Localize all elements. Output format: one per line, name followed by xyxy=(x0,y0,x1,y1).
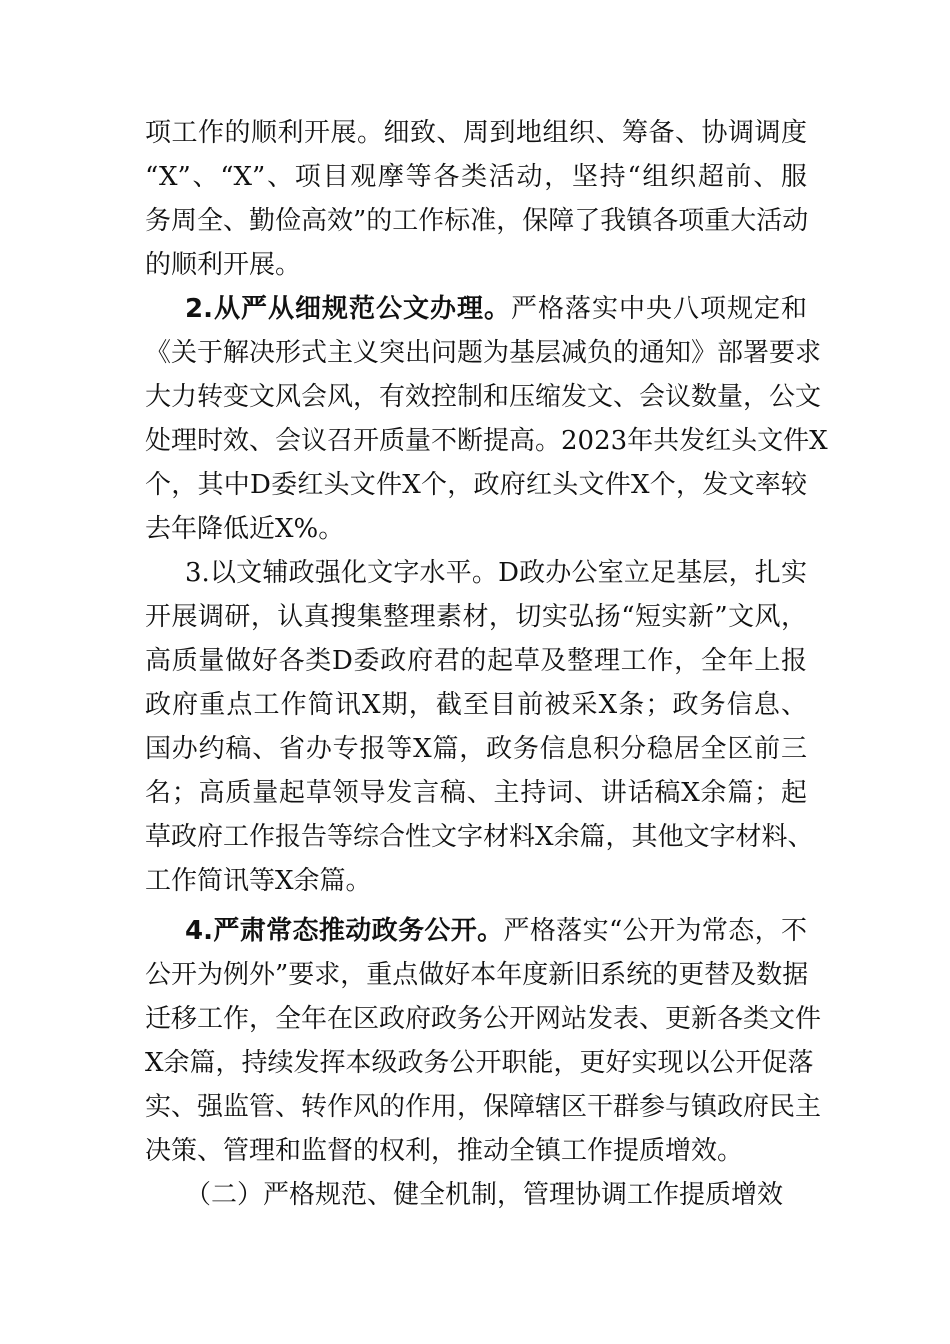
line-text: 严格落实中央八项规定和 xyxy=(510,294,807,324)
line-text: 国办约稿、省办专报等X篇，政务信息积分稳居全区前三 xyxy=(145,734,807,764)
text-line xyxy=(145,1129,807,1173)
paragraph-lead-heading: 4.严肃常态推动政务公开。 xyxy=(185,916,504,946)
text-line xyxy=(145,595,807,639)
line-text: 的顺利开展。 xyxy=(145,250,302,280)
text-line xyxy=(145,815,814,859)
text-line xyxy=(145,997,822,1041)
text-line xyxy=(145,551,807,595)
line-text: 公开为例外”要求，重点做好本年度新旧系统的更替及数据 xyxy=(145,960,809,990)
line-text: 处理时效、会议召开质量不断提高。2023年共发红头文件X xyxy=(145,426,828,456)
line-text: “X”、“X”、项目观摩等各类活动，坚持“组织超前、服 xyxy=(145,162,807,192)
line-text: 决策、管理和监督的权利，推动全镇工作提质增效。 xyxy=(145,1136,744,1166)
text-line xyxy=(145,111,807,155)
line-text: 开展调研，认真搜集整理素材，切实弘扬“短实新”文风， xyxy=(145,602,807,632)
text-line xyxy=(145,1085,822,1129)
line-text: 务周全、勤俭高效”的工作标准，保障了我镇各项重大活动 xyxy=(145,206,809,236)
text-line xyxy=(145,683,807,727)
text-line xyxy=(145,463,807,507)
line-text: 名；高质量起草领导发言稿、主持词、讲话稿X余篇；起 xyxy=(145,778,807,808)
text-line xyxy=(145,419,828,463)
text-line xyxy=(145,287,807,331)
paragraph xyxy=(145,111,807,287)
text-line xyxy=(145,1041,814,1085)
text-line xyxy=(145,507,807,551)
paragraph xyxy=(145,909,822,1173)
section-heading xyxy=(145,1173,807,1217)
line-text: 个，其中D委红头文件X个，政府红头文件X个，发文率较 xyxy=(145,470,807,500)
line-text: 草政府工作报告等综合性文字材料X余篇，其他文字材料、 xyxy=(145,822,814,852)
paragraph-lead-heading: 2.从严从细规范公文办理。 xyxy=(185,294,511,324)
line-text: 去年降低近X%。 xyxy=(145,514,345,544)
line-text: 工作简讯等X余篇。 xyxy=(145,866,372,896)
text-line xyxy=(145,771,807,815)
text-line xyxy=(145,727,807,771)
document-body xyxy=(145,111,828,1217)
paragraph xyxy=(145,287,828,551)
line-text: 迁移工作，全年在区政府政务公开网站发表、更新各类文件 xyxy=(145,1004,822,1034)
line-text: 实、强监管、转作风的作用，保障辖区干群参与镇政府民主 xyxy=(145,1092,822,1122)
text-line xyxy=(145,639,807,683)
text-line xyxy=(145,199,807,243)
line-text: 政府重点工作简讯X期，截至目前被采X条；政务信息、 xyxy=(145,690,807,720)
line-text: 高质量做好各类D委政府君的起草及整理工作，全年上报 xyxy=(145,646,807,676)
text-line xyxy=(145,909,807,953)
line-text: 3.以文辅政强化文字水平。D政办公室立足基层，扎实 xyxy=(185,558,807,588)
text-line xyxy=(145,155,807,199)
line-text: 项工作的顺利开展。细致、周到地组织、筹备、协调调度 xyxy=(145,118,807,148)
line-text: 《关于解决形式主义突出问题为基层减负的通知》部署要求 xyxy=(145,338,822,368)
paragraph xyxy=(145,551,814,903)
text-line xyxy=(145,859,807,903)
line-text: X余篇，持续发挥本级政务公开职能，更好实现以公开促落 xyxy=(145,1048,814,1078)
section-heading-text: （二）严格规范、健全机制，管理协调工作提质增效 xyxy=(185,1180,784,1210)
text-line xyxy=(145,953,807,997)
line-text: 严格落实“公开为常态，不 xyxy=(503,916,808,946)
text-line xyxy=(145,375,822,419)
text-line xyxy=(145,331,822,375)
text-line xyxy=(145,243,807,287)
line-text: 大力转变文风会风，有效控制和压缩发文、会议数量，公文 xyxy=(145,382,822,412)
